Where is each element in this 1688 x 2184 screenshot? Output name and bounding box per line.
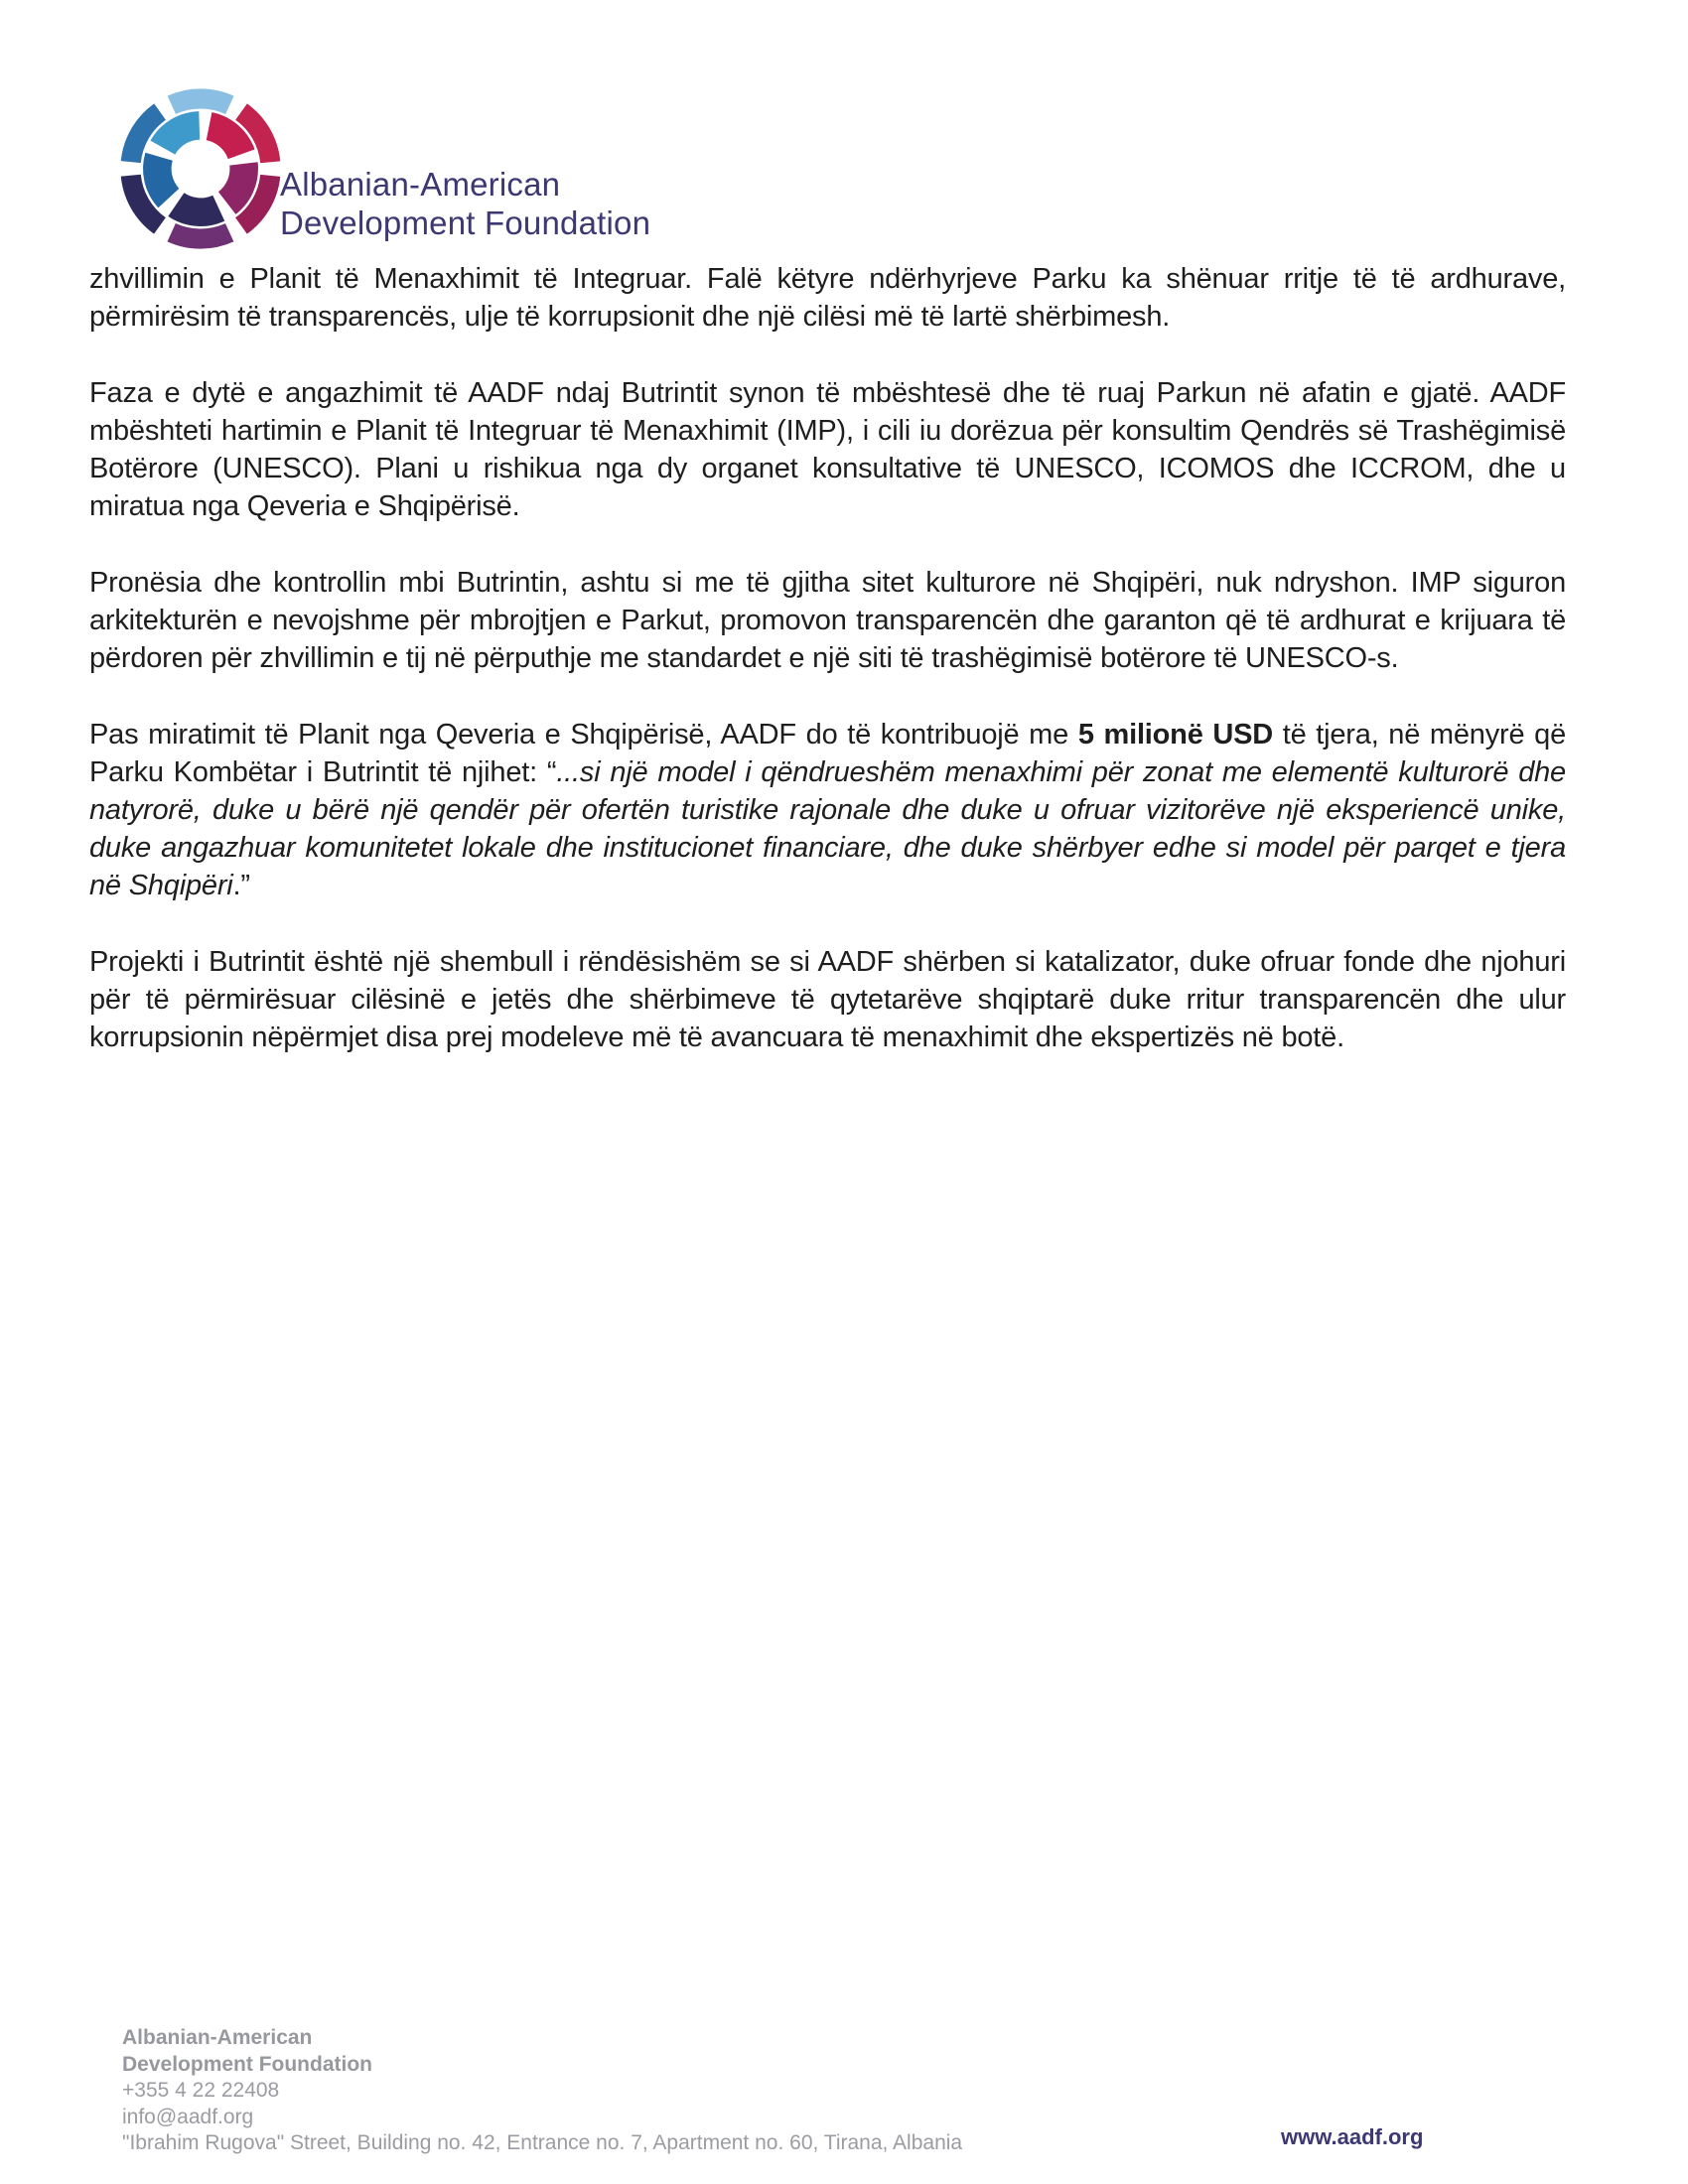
document-body [89, 260, 1566, 1095]
org-wordmark-line2: Development Foundation [280, 205, 651, 241]
paragraph-4-text-mid: të tjera, në mënyrë që Parku Kombëtar i Butrintit të njihet: “ [89, 719, 1566, 788]
footer-org-name-line1: Albanian-American [122, 2026, 313, 2049]
org-wordmark-line1: Albanian-American [280, 166, 561, 203]
paragraph-3: Pronësia dhe kontrollin mbi Butrintin, ashtu si me të gjitha sitet kulturore në Shqipëri, nuk ndryshon. IMP siguron arkitekturën e nevojshme për mbrojtjen e Parkut, promovon transparencën dhe garanton që të ardhurat e krijuara të përdoren për zhvillimin e tij në përputhje me standardet e një siti të trashëgimisë botërore të UNESCO-s. [89, 567, 1566, 674]
org-wordmark [280, 165, 650, 242]
footer-address: "Ibrahim Rugova" Street, Building no. 42, Entrance no. 7, Apartment no. 60, Tirana, Albania [122, 2131, 963, 2154]
page-header [0, 0, 1688, 258]
footer-contact-block [122, 2025, 962, 2157]
paragraph-2: Faza e dytë e angazhimit të AADF ndaj Butrintit synon të mbështesë dhe të ruaj Parkun në afatin e gjatë. AADF mbështeti hartimin e Planit të Integruar të Menaxhimit (IMP), i cili iu dorëzua për konsultim Qendrës së Trashëgimisë Botërore (UNESCO). Plani u rishikua nga dy organet konsultative të UNESCO, ICOMOS dhe ICCROM, dhe u miratua nga Qeveria e Shqipërisë. [89, 377, 1566, 522]
aadf-globe-logo-icon [117, 85, 284, 252]
paragraph-1: zhvillimin e Planit të Menaxhimit të Integruar. Falë këtyre ndërhyrjeve Parku ka shënuar rritje të të ardhurave, përmirësim të transparencës, ulje të korrupsionit dhe një cilësi më të lartë shërbimesh. [89, 263, 1566, 333]
paragraph-4-quote: ...si një model i qëndrueshëm menaxhimi për zonat me elementë kulturorë dhe natyrorë, duke u bërë një qendër për ofertën turistike rajonale dhe duke u ofruar vizitorëve një eksperiencë unike, duke angazhuar komunitetet lokale dhe institucionet financiare, dhe duke shërbyer edhe si model për parqet e tjera në Shqipëri [89, 756, 1566, 901]
footer-phone: +355 4 22 22408 [122, 2079, 280, 2102]
footer-org-name-line2: Development Foundation [122, 2052, 372, 2076]
paragraph-4 [89, 716, 1566, 904]
paragraph-4-quote-close: .” [232, 870, 250, 901]
paragraph-4-bold-amount: 5 milionë USD [1077, 719, 1273, 751]
footer-website: www.aadf.org [1281, 2124, 1424, 2149]
paragraph-4-text: Pas miratimit të Planit nga Qeveria e Shqipërisë, AADF do të kontribuojë me [89, 719, 1078, 751]
paragraph-5: Projekti i Butrintit është një shembull i rëndësishëm se si AADF shërben si katalizator, duke ofruar fonde dhe njohuri për të përmirësuar cilësinë e jetës dhe shërbimeve të qytetarëve shqiptarë duke rritur transparencën dhe ulur korrupsionin nëpërmjet disa prej modeleve më të avancuara të menaxhimit dhe ekspertizës në botë. [89, 946, 1566, 1053]
footer-email: info@aadf.org [122, 2105, 254, 2128]
